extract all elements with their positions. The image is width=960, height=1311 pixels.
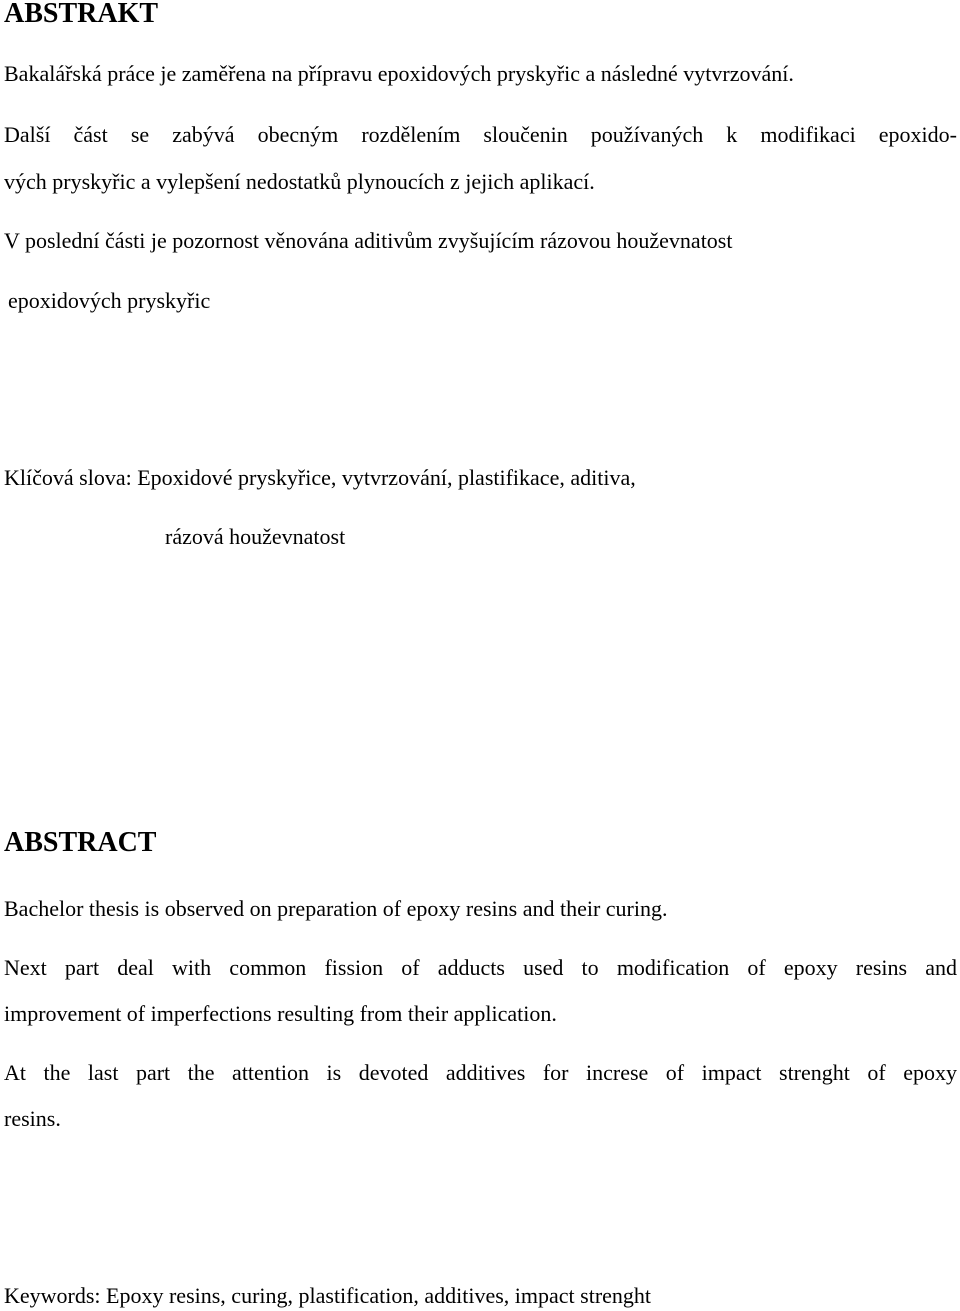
abstract-paragraph-1: Bachelor thesis is observed on preparation of epoxy resins and their curing. bbox=[4, 896, 668, 921]
abstrakt-heading: ABSTRAKT bbox=[4, 0, 159, 29]
abstrakt-paragraph-2-line-2: vých pryskyřic a vylepšení nedostatků plynoucích z jejich aplikací. bbox=[4, 169, 595, 194]
abstract-paragraph-3-line-1: At the last part the attention is devoted additives for increse of impact strenght of epoxy bbox=[4, 1060, 957, 1085]
abstrakt-keywords-line-2: rázová houževnatost bbox=[165, 524, 346, 549]
abstrakt-paragraph-2-line-1: Další část se zabývá obecným rozdělením sloučenin používaných k modifikaci epoxido- bbox=[4, 122, 957, 147]
abstract-heading: ABSTRACT bbox=[4, 827, 157, 858]
abstract-keywords: Keywords: Epoxy resins, curing, plastification, additives, impact strenght bbox=[4, 1283, 652, 1308]
abstrakt-paragraph-1: Bakalářská práce je zaměřena na přípravu epoxidových pryskyřic a následné vytvrzování. bbox=[4, 61, 794, 86]
abstrakt-paragraph-3-line-2: epoxidových pryskyřic bbox=[8, 288, 211, 313]
abstract-paragraph-2-line-2: improvement of imperfections resulting from their application. bbox=[4, 1001, 557, 1026]
abstract-paragraph-3-line-2: resins. bbox=[4, 1106, 61, 1131]
abstrakt-paragraph-3-line-1: V poslední části je pozornost věnována aditivům zvyšujícím rázovou houževnatost bbox=[4, 228, 733, 253]
abstrakt-keywords-line-1: Klíčová slova: Epoxidové pryskyřice, vytvrzování, plastifikace, aditiva, bbox=[4, 465, 636, 490]
abstract-paragraph-2-line-1: Next part deal with common fission of adducts used to modification of epoxy resins and bbox=[4, 955, 957, 980]
